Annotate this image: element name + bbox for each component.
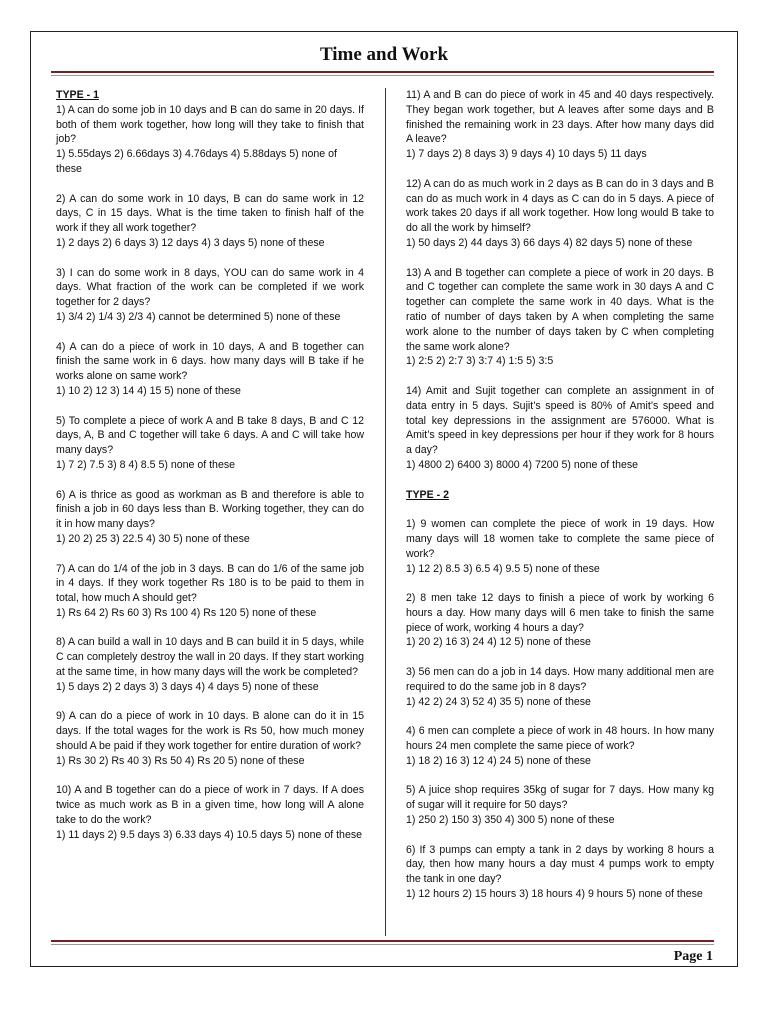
question-text: 11) A and B can do piece of work in 45 and 40 days respectively. They began work together, but A leaves after some days and B finished the remaining work in 23 days. After how many days did A leave? <box>406 89 714 146</box>
question-text: 2) 8 men take 12 days to finish a piece of work by working 6 hours a day. How many days will 6 men take to finish the same piece of work, working 4 hours a day? <box>406 592 714 634</box>
left-column <box>56 88 364 857</box>
question-block <box>406 665 714 709</box>
answer-options: 1) Rs 30 2) Rs 40 3) Rs 50 4) Rs 20 5) none of these <box>56 754 305 767</box>
question-block <box>406 384 714 473</box>
question-text: 3) 56 men can do a job in 14 days. How many additional men are required to do the same job in 8 days? <box>406 666 714 693</box>
answer-options: 1) 10 2) 12 3) 14 4) 15 5) none of these <box>56 384 241 397</box>
answer-options: 1) 11 days 2) 9.5 days 3) 6.33 days 4) 10.5 days 5) none of these <box>56 828 363 841</box>
question-block <box>406 724 714 768</box>
question-text: 5) A juice shop requires 35kg of sugar for 7 days. How many kg of sugar will it require for 50 days? <box>406 784 714 812</box>
header-rule-thin <box>51 75 714 76</box>
answer-options: 1) Rs 64 2) Rs 60 3) Rs 100 4) Rs 120 5) none of these <box>56 606 317 619</box>
question-block <box>406 843 714 902</box>
question-text: 5) To complete a piece of work A and B take 8 days, B and C 12 days, A, B and C together will take 6 days. A and C will take how many days? <box>56 414 364 457</box>
question-block <box>56 340 364 399</box>
question-text: 3) I can do some work in 8 days, YOU can do same work in 4 days. What fraction of the work can be completed if we work together for 2 days? <box>56 266 364 309</box>
answer-options: 1) 42 2) 24 3) 52 4) 35 5) none of these <box>406 695 591 708</box>
answer-options: 1) 12 hours 2) 15 hours 3) 18 hours 4) 9 hours 5) none of these <box>406 888 703 901</box>
question-block <box>56 88 364 177</box>
page-number: Page 1 <box>673 949 713 964</box>
question-block <box>56 414 364 473</box>
question-text: 1) A can do some job in 10 days and B can do same in 20 days. If both of them work together, how long will they take to finish that job? <box>56 103 364 146</box>
right-column <box>406 88 714 917</box>
question-text: 1) 9 women can complete the piece of work in 19 days. How many days will 18 women take to complete the same piece of work? <box>406 518 714 560</box>
question-block <box>406 177 714 251</box>
answer-options: 1) 5 days 2) 2 days 3) 3 days 4) 4 days 5) none of these <box>56 680 319 693</box>
answer-options: 1) 5.55days 2) 6.66days 3) 4.76days 4) 5.88days 5) none of these <box>56 148 337 175</box>
answer-options: 1) 7 days 2) 8 days 3) 9 days 4) 10 days 5) 11 days <box>406 148 647 161</box>
answer-options: 1) 3/4 2) 1/4 3) 2/3 4) cannot be determined 5) none of these <box>56 310 341 323</box>
question-block <box>406 88 714 162</box>
footer-rule-thin <box>51 944 714 945</box>
question-text: 4) A can do a piece of work in 10 days, A and B together can finish the same work in 6 days. how many days will B take if he works alone on same work? <box>56 340 364 383</box>
answer-options: 1) 2:5 2) 2:7 3) 3:7 4) 1:5 5) 3:5 <box>406 355 554 368</box>
answer-options: 1) 12 2) 8.5 3) 6.5 4) 9.5 5) none of these <box>406 562 600 575</box>
column-divider <box>385 88 386 936</box>
question-text: 6) A is thrice as good as workman as B and therefore is able to finish a job in 60 days less than B. Working together, they can do it in how many days? <box>56 488 364 531</box>
question-text: 7) A can do 1/4 of the job in 3 days. B can do 1/6 of the same job in 4 days. If they work together Rs 180 is to be paid to them in total, how much A should get? <box>56 562 364 605</box>
question-text: 14) Amit and Sujit together can complete an assignment in of data entry in 5 days. Sujit’s speed is 80% of Amit’s speed and total key depressions in the assignment are 576000. What is Amit’s speed in key depressions per hour if they work for 8 hours a day? <box>406 384 714 457</box>
header-rule <box>51 71 714 73</box>
question-block <box>56 562 364 621</box>
answer-options: 1) 250 2) 150 3) 350 4) 300 5) none of these <box>406 814 615 827</box>
question-text: 12) A can do as much work in 2 days as B can do in 3 days and B can do as much work in 4 days as C can do in 5 days. A piece of work takes 20 days if all work together. How long would B take to do all the work by himself? <box>406 177 714 235</box>
question-block <box>56 635 364 694</box>
answer-options: 1) 20 2) 25 3) 22.5 4) 30 5) none of these <box>56 532 250 545</box>
answer-options: 1) 4800 2) 6400 3) 8000 4) 7200 5) none of these <box>406 458 639 471</box>
question-block <box>406 591 714 650</box>
answer-options: 1) 20 2) 16 3) 24 4) 12 5) none of these <box>406 636 591 649</box>
question-block <box>56 783 364 842</box>
answer-options: 1) 2 days 2) 6 days 3) 12 days 4) 3 days 5) none of these <box>56 236 325 249</box>
question-block <box>406 266 714 370</box>
question-block <box>56 709 364 768</box>
question-block <box>56 266 364 325</box>
answer-options: 1) 7 2) 7.5 3) 8 4) 8.5 5) none of these <box>56 458 236 471</box>
question-text: 9) A can do a piece of work in 10 days. B alone can do it in 15 days. If the total wages for the work is Rs 50, how much money should A be paid if they work together for entire duration of work? <box>56 710 364 753</box>
question-text: 10) A and B together can do a piece of work in 7 days. If A does twice as much work as B in a given time, how long will A alone take to do the work? <box>56 784 364 827</box>
question-text: 4) 6 men can complete a piece of work in 48 hours. In how many hours 24 men complete the same piece of work? <box>406 725 714 753</box>
question-text: 13) A and B together can complete a piece of work in 20 days. B and C together can complete the same work in 30 days A and C together can complete the same work in 40 days. What is the ratio of number of days taken by A when completing the same work alone to the number of days taken by C when completing the same work alone? <box>406 266 714 353</box>
question-block <box>406 783 714 827</box>
section-heading: TYPE - 2 <box>406 488 449 501</box>
footer-rule <box>51 940 714 942</box>
question-text: 8) A can build a wall in 10 days and B can build it in 5 days, while C can completely destroy the wall in 20 days. If they start working at the same time, in how many days will the work be completed? <box>56 636 364 679</box>
question-text: 2) A can do some work in 10 days, B can do same work in 12 days, C in 15 days. What is the time taken to finish half of the work if they all work together? <box>56 192 364 235</box>
question-block <box>56 488 364 547</box>
answer-options: 1) 50 days 2) 44 days 3) 66 days 4) 82 days 5) none of these <box>406 236 693 249</box>
question-text: 6) If 3 pumps can empty a tank in 2 days by working 8 hours a day, then how many hours a day must 4 pumps work to empty the tank in one day? <box>406 843 714 886</box>
page-title: Time and Work <box>319 44 449 65</box>
question-block <box>406 488 714 577</box>
section-heading: TYPE - 1 <box>56 89 99 101</box>
question-block <box>56 192 364 251</box>
answer-options: 1) 18 2) 16 3) 12 4) 24 5) none of these <box>406 754 591 767</box>
